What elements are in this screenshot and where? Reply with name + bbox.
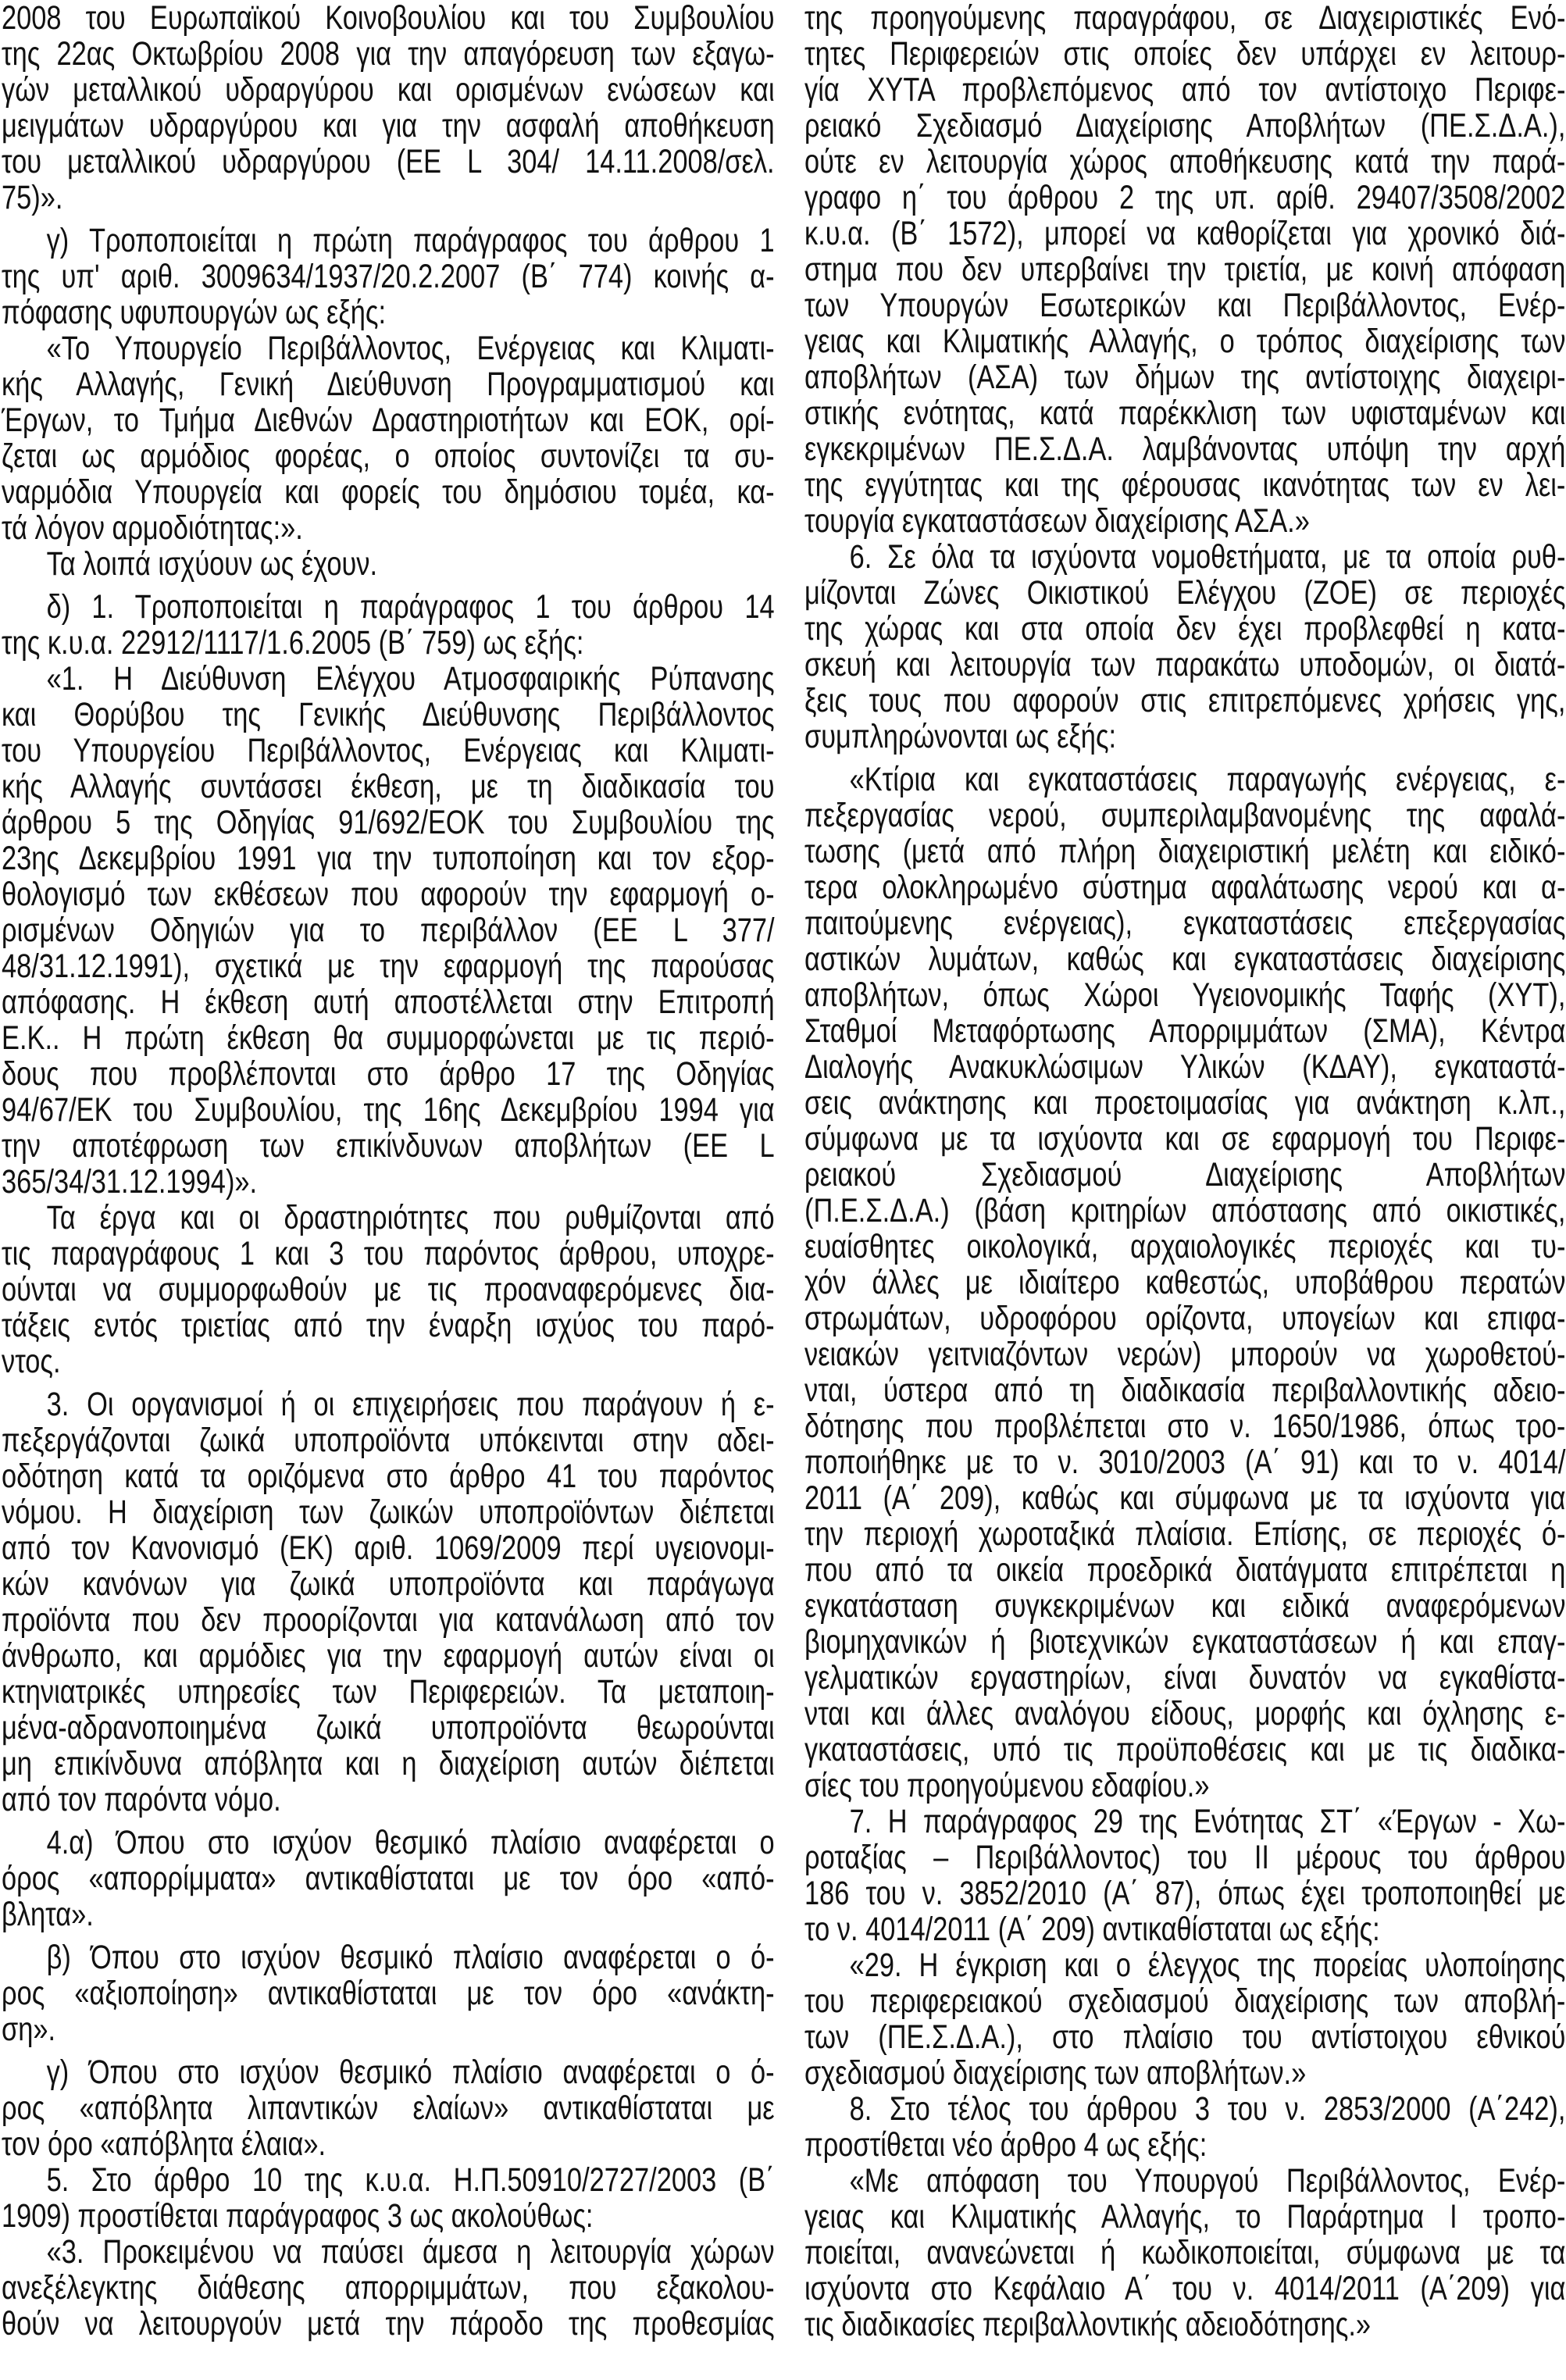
text-line: από τον Κανονισμό (ΕΚ) αριθ. 1069/2009 περί υγειονομι- [2, 1529, 775, 1567]
text-line: γών μεταλλικού υδραργύρου και ορισμένων ενώσεων και [2, 71, 775, 109]
text-line: ποποιήθηκε με το ν. 3010/2003 (Α΄ 91) και το ν. 4014/ [804, 1443, 1566, 1481]
text-line: του περιφερειακού σχεδιασμού διαχείρισης των αποβλή- [804, 1982, 1566, 2020]
text-line: της προηγούμενης παραγράφου, σε Διαχειριστικές Ενό- [804, 0, 1566, 37]
text-line: νται, ύστερα από τη διαδικασία περιβαλλοντικής αδειο- [804, 1372, 1566, 1409]
text-line: 4.α) Όπου στο ισχύον θεσμικό πλαίσιο αναφέρεται ο [46, 1824, 775, 1861]
text-line: Τα έργα και οι δραστηριότητες που ρυθμίζονται από [46, 1199, 775, 1236]
text-line: κ.υ.α. (Β΄ 1572), μπορεί να καθορίζεται για χρονικό διά- [804, 215, 1566, 252]
text-line: γ) Τροποποιείται η πρώτη παράγραφος του άρθρου 1 [46, 222, 775, 259]
text-line: σεις ανάκτησης και προετοιμασίας για ανάκτηση κ.λπ., [804, 1084, 1566, 1122]
left-column [2, 0, 775, 2380]
text-line: «3. Προκειμένου να παύσει άμεσα η λειτουργία χώρων [46, 2233, 775, 2271]
text-line: την αποτέφρωση των επικίνδυνων αποβλήτων (ΕΕ L [2, 1127, 775, 1165]
text-line: μένα-αδρανοποιημένα ζωικά υποπροϊόντα θεωρούνται [2, 1709, 775, 1747]
text-line: ναρμόδια Υπουργεία και φορείς του δημόσιου τομέα, κα- [2, 473, 775, 511]
text-line: άνθρωπο, και αρμόδιες για την εφαρμογή αυτών είναι οι [2, 1637, 775, 1675]
text-line: γία ΧΥΤΑ προβλεπόμενος από τον αντίστοιχο Περιφε- [804, 71, 1566, 109]
text-line: 2011 (Α΄ 209), καθώς και σύμφωνα με τα ισχύοντα για [804, 1479, 1566, 1517]
text-line: του Υπουργείου Περιβάλλοντος, Ενέργειας και Κλιματι- [2, 732, 775, 769]
text-line: τάξεις εντός τριετίας από την έναρξη ισχύος του παρό- [2, 1307, 775, 1344]
text-line: ούνται να συμμορφωθούν με τις προαναφερόμενες δια- [2, 1271, 775, 1308]
text-line: τητες Περιφερειών στις οποίες δεν υπάρχει εν λειτουρ- [804, 35, 1566, 73]
text-line: στρωμάτων, υδροφόρου ορίζοντα, υπογείων και επιφα- [804, 1300, 1566, 1337]
text-line: νειακών γειτνιαζόντων νερών) μπορούν να χωροθετού- [804, 1336, 1566, 1373]
text-line: εγκεκριμένων ΠΕ.Σ.Δ.Α. λαμβάνοντας υπόψη την αρχή [804, 430, 1566, 468]
text-line: ροταξίας – Περιβάλλοντος) του ΙΙ μέρους του άρθρου [804, 1839, 1566, 1876]
text-line: ανεξέλεγκτης διάθεσης απορριμμάτων, που εξακολου- [2, 2269, 775, 2307]
text-line: τά λόγον αρμοδιότητας:». [2, 509, 303, 547]
text-line: 2008 του Ευρωπαϊκού Κοινοβουλίου και του Συμβουλίου [2, 0, 775, 37]
text-line: ρος «απόβλητα λιπαντικών ελαίων» αντικαθίσταται με [2, 2089, 775, 2127]
text-line: γελματικών εργαστηρίων, είναι δυνατόν να εγκαθίστα- [804, 1659, 1566, 1697]
text-line: των (ΠΕ.Σ.Δ.Α.), στο πλαίσιο του αντίστοιχου εθνικού [804, 2018, 1566, 2056]
text-line: τωσης (μετά από πλήρη διαχειριστική μελέτη και ειδικό- [804, 833, 1566, 870]
text-line: δότησης που προβλέπεται στο ν. 1650/1986, όπως τρο- [804, 1408, 1566, 1445]
text-line: μη επικίνδυνα απόβλητα και η διαχείριση αυτών διέπεται [2, 1745, 775, 1782]
text-line: ρος «αξιοποίηση» αντικαθίσταται με τον όρο «ανάκτη- [2, 1975, 775, 2012]
text-line: 365/34/31.12.1994)». [2, 1163, 258, 1201]
text-line: ισχύοντα στο Κεφάλαιο Α΄ του ν. 4014/2011 (Α΄209) για [804, 2270, 1566, 2307]
text-line: της χώρας και στα οποία δεν έχει προβλεφθεί η κατα- [804, 610, 1566, 648]
text-line: βλητα». [2, 1896, 94, 1933]
text-line: νόμου. Η διαχείριση των ζωικών υποπροϊόντων διέπεται [2, 1493, 775, 1531]
right-column-text [804, 0, 1565, 2343]
text-line: οδότηση κατά τα οριζόμενα στο άρθρο 41 του παρόντος [2, 1458, 775, 1495]
text-line: γκαταστάσεις, υπό τις προϋποθέσεις και με τις διαδικα- [804, 1731, 1566, 1768]
text-line: 6. Σε όλα τα ισχύοντα νομοθετήματα, με τα οποία ρυθ- [849, 538, 1566, 576]
text-line: και Θορύβου της Γενικής Διεύθυνσης Περιβάλλοντος [2, 696, 775, 733]
text-line: Διαλογής Ανακυκλώσιμων Υλικών (ΚΔΑΥ), εγκαταστά- [804, 1048, 1566, 1086]
text-line: αστικών λυμάτων, καθώς και εγκαταστάσεις διαχείρισης [804, 940, 1566, 978]
text-line: αποβλήτων (ΑΣΑ) των δήμων της αντίστοιχης διαχειρι- [804, 359, 1566, 396]
text-line: σύμφωνα με τα ισχύοντα και σε εφαρμογή του Περιφε- [804, 1120, 1566, 1158]
text-line: 75)». [2, 179, 63, 216]
text-line: ποιείται, ανανεώνεται ή κωδικοποιείται, σύμφωνα με τα [804, 2234, 1566, 2271]
text-line: την περιοχή χωροταξικά πλαίσια. Επίσης, σε περιοχές ό- [804, 1515, 1566, 1553]
text-line: θούν να λειτουργούν μετά την πάροδο της προθεσμίας [2, 2305, 775, 2343]
text-line: του μεταλλικού υδραργύρου (ΕΕ L 304/ 14.11.2008/σελ. [2, 143, 775, 180]
text-line: πεξεργάζονται ζωικά υποπροϊόντα υπόκεινται στην αδει- [2, 1422, 775, 1459]
text-line: σκευή και λειτουργία των παρακάτω υποδομών, οι διατά- [804, 646, 1566, 683]
text-line: Ε.Κ.. Η πρώτη έκθεση θα συμμορφώνεται με τις περιό- [2, 1019, 775, 1057]
text-line: (Π.Ε.Σ.Δ.Α.) (βάση κριτηρίων απόστασης από οικιστικές, [804, 1192, 1566, 1229]
text-line: δ) 1. Τροποποιείται η παράγραφος 1 του άρθρου 14 [46, 588, 775, 626]
text-line: «Κτίρια και εγκαταστάσεις παραγωγής ενέργειας, ε- [849, 761, 1566, 798]
text-line: άρθρου 5 της Οδηγίας 91/692/ΕΟΚ του Συμβουλίου της [2, 804, 775, 841]
right-column [804, 0, 1566, 2380]
text-line: 3. Οι οργανισμοί ή οι επιχειρήσεις που παράγουν ή ε- [46, 1386, 775, 1423]
text-line: στικής ενότητας, κατά παρέκκλιση των υφισταμένων και [804, 394, 1566, 432]
text-line: γειας και Κλιματικής Αλλαγής, ο τρόπος διαχείρισης των [804, 323, 1566, 360]
text-line: αποβλήτων, όπως Χώροι Υγειονομικής Ταφής (ΧΥΤ), [804, 976, 1566, 1014]
text-line: ούτε εν λειτουργία χώρος αποθήκευσης κατά την παρά- [804, 143, 1566, 180]
text-line: μίζονται Ζώνες Οικιστικού Ελέγχου (ΖΟΕ) σε περιοχές [804, 574, 1566, 612]
text-line: ρισμένων Οδηγιών για το περιβάλλον (ΕΕ L 377/ [2, 912, 775, 949]
text-line: 1909) προστίθεται παράγραφος 3 ως ακολούθως: [2, 2197, 594, 2235]
text-line: σχεδιασμού διαχείρισης των αποβλήτων.» [804, 2054, 1307, 2092]
text-line: όρος «απορρίμματα» αντικαθίσταται με τον όρο «από- [2, 1860, 775, 1897]
text-line: της εγγύτητας και της φέρουσας ικανότητας των εν λει- [804, 466, 1566, 504]
text-line: μειγμάτων υδραργύρου και για την ασφαλή αποθήκευση [2, 107, 775, 145]
text-line: κής Αλλαγής, Γενική Διεύθυνση Προγραμματισμού και [2, 366, 775, 403]
text-line: β) Όπου στο ισχύον θεσμικό πλαίσιο αναφέρεται ο ό- [46, 1939, 775, 1976]
text-line: που από τα οικεία προεδρικά διατάγματα επιτρέπεται η [804, 1551, 1566, 1589]
text-line: 5. Στο άρθρο 10 της κ.υ.α. Η.Π.50910/2727/2003 (Β΄ [46, 2161, 775, 2199]
text-line: προστίθεται νέο άρθρο 4 ως εξής: [804, 2126, 1207, 2164]
text-line: 186 του ν. 3852/2010 (Α΄ 87), όπως έχει τροποποιηθεί με [804, 1875, 1566, 1912]
text-line: ζεται ως αρμόδιος φορέας, ο οποίος συντονίζει τα συ- [2, 437, 775, 475]
text-line: απόφασης. Η έκθεση αυτή αποστέλλεται στην Επιτροπή [2, 983, 775, 1021]
text-line: παιτούμενης ενέργειας), εγκαταστάσεις επεξεργασίας [804, 905, 1566, 942]
text-line: «29. Η έγκριση και ο έλεγχος της πορείας υλοποίησης [849, 1946, 1566, 1984]
text-line: γειας και Κλιματικής Αλλαγής, το Παράρτημα Ι τροπο- [804, 2198, 1566, 2235]
text-line: της κ.υ.α. 22912/1117/1.6.2005 (Β΄ 759) ως εξής: [2, 624, 584, 662]
text-line: σίες του προηγούμενου εδαφίου.» [804, 1767, 1210, 1804]
text-line: ευαίσθητες οικολογικά, αρχαιολογικές περιοχές και τυ- [804, 1228, 1566, 1265]
text-line: γραφο η΄ του άρθρου 2 της υπ. αρίθ. 29407/3508/2002 [804, 179, 1566, 216]
text-line: κών κανόνων για ζωικά υποπροϊόντα και παράγωγα [2, 1565, 775, 1603]
text-line: της υπ' αριθ. 3009634/1937/20.2.2007 (Β΄ 774) κοινής α- [2, 258, 775, 295]
text-line: βιομηχανικών ή βιοτεχνικών εγκαταστάσεων ή και επαγ- [804, 1623, 1566, 1661]
text-line: συμπληρώνονται ως εξής: [804, 718, 1117, 755]
text-line: τουργία εγκαταστάσεων διαχείρισης ΑΣΑ.» [804, 502, 1310, 540]
text-line: πόφασης υφυπουργών ως εξής: [2, 294, 387, 331]
text-line: 8. Στο τέλος του άρθρου 3 του ν. 2853/2000 (Α΄242), [849, 2090, 1566, 2128]
text-line: κής Αλλαγής συντάσσει έκθεση, με τη διαδικασία του [2, 768, 775, 805]
text-line: από τον παρόντα νόμο. [2, 1781, 281, 1818]
text-line: χόν άλλες με ιδιαίτερο καθεστώς, υποβάθρου περατών [804, 1264, 1566, 1301]
text-line: 23ης Δεκεμβρίου 1991 για την τυποποίηση και τον εξορ- [2, 840, 775, 877]
text-line: Τα λοιπά ισχύουν ως έχουν. [46, 545, 378, 583]
text-line: κτηνιατρικές υπηρεσίες των Περιφερειών. Τα μεταποιη- [2, 1673, 775, 1711]
text-line: το ν. 4014/2011 (Α΄ 209) αντικαθίσταται ως εξής: [804, 1911, 1380, 1948]
text-line: 7. Η παράγραφος 29 της Ενότητας ΣΤ΄ «Έργων - Χω- [849, 1803, 1566, 1840]
text-line: νται και άλλες αναλόγου είδους, μορφής και όχλησης ε- [804, 1695, 1566, 1732]
text-line: ρειακό Σχεδιασμό Διαχείρισης Αποβλήτων (ΠΕ.Σ.Δ.Α.), [804, 107, 1566, 145]
text-line: 94/67/ΕΚ του Συμβουλίου, της 16ης Δεκεμβρίου 1994 για [2, 1091, 775, 1129]
text-line: της 22ας Οκτωβρίου 2008 για την απαγόρευση των εξαγω- [2, 35, 775, 73]
text-line: τερα ολοκληρωμένο σύστημα αφαλάτωσης νερού και α- [804, 869, 1566, 906]
text-line: εγκατάσταση συγκεκριμένων και ειδικά αναφερόμενων [804, 1587, 1566, 1625]
text-line: ρειακού Σχεδιασμού Διαχείρισης Αποβλήτων [804, 1156, 1566, 1194]
text-line: «Με απόφαση του Υπουργού Περιβάλλοντος, Ενέρ- [849, 2162, 1566, 2200]
text-line: «1. Η Διεύθυνση Ελέγχου Ατμοσφαιρικής Ρύπανσης [46, 660, 775, 698]
text-line: ντος. [2, 1343, 61, 1380]
text-line: τον όρο «απόβλητα έλαια». [2, 2125, 326, 2163]
text-line: τις παραγράφους 1 και 3 του παρόντος άρθρου, υποχρε- [2, 1235, 775, 1272]
text-line: των Υπουργών Εσωτερικών και Περιβάλλοντος, Ενέρ- [804, 287, 1566, 324]
text-line: Έργων, το Τμήμα Διεθνών Δραστηριοτήτων και ΕΟΚ, ορί- [2, 401, 775, 439]
text-line: θολογισμό των εκθέσεων που αφορούν την εφαρμογή ο- [2, 876, 775, 913]
text-line: προϊόντα που δεν προορίζονται για κατανάλωση από τον [2, 1601, 775, 1639]
text-line: γ) Όπου στο ισχύον θεσμικό πλαίσιο αναφέρεται ο ό- [46, 2054, 775, 2091]
text-line: δους που προβλέπονται στο άρθρο 17 της Οδηγίας [2, 1055, 775, 1093]
text-line: 48/31.12.1991), σχετικά με την εφαρμογή της παρούσας [2, 947, 775, 985]
text-line: «Το Υπουργείο Περιβάλλοντος, Ενέργειας και Κλιματι- [46, 330, 775, 367]
text-line: Σταθμοί Μεταφόρτωσης Απορριμμάτων (ΣΜΑ), Κέντρα [804, 1012, 1566, 1050]
text-line: πεξεργασίας νερού, συμπεριλαμβανομένης της αφαλά- [804, 797, 1566, 834]
left-column-text [2, 0, 775, 2342]
text-line: ξεις τους που αφορούν στις επιτρεπόμενες χρήσεις γης, [804, 682, 1566, 719]
text-line: ση». [2, 2011, 56, 2048]
text-line: στημα που δεν υπερβαίνει την τριετία, με κοινή απόφαση [804, 251, 1566, 288]
text-line: τις διαδικασίες περιβαλλοντικής αδειοδότησης.» [804, 2306, 1372, 2343]
